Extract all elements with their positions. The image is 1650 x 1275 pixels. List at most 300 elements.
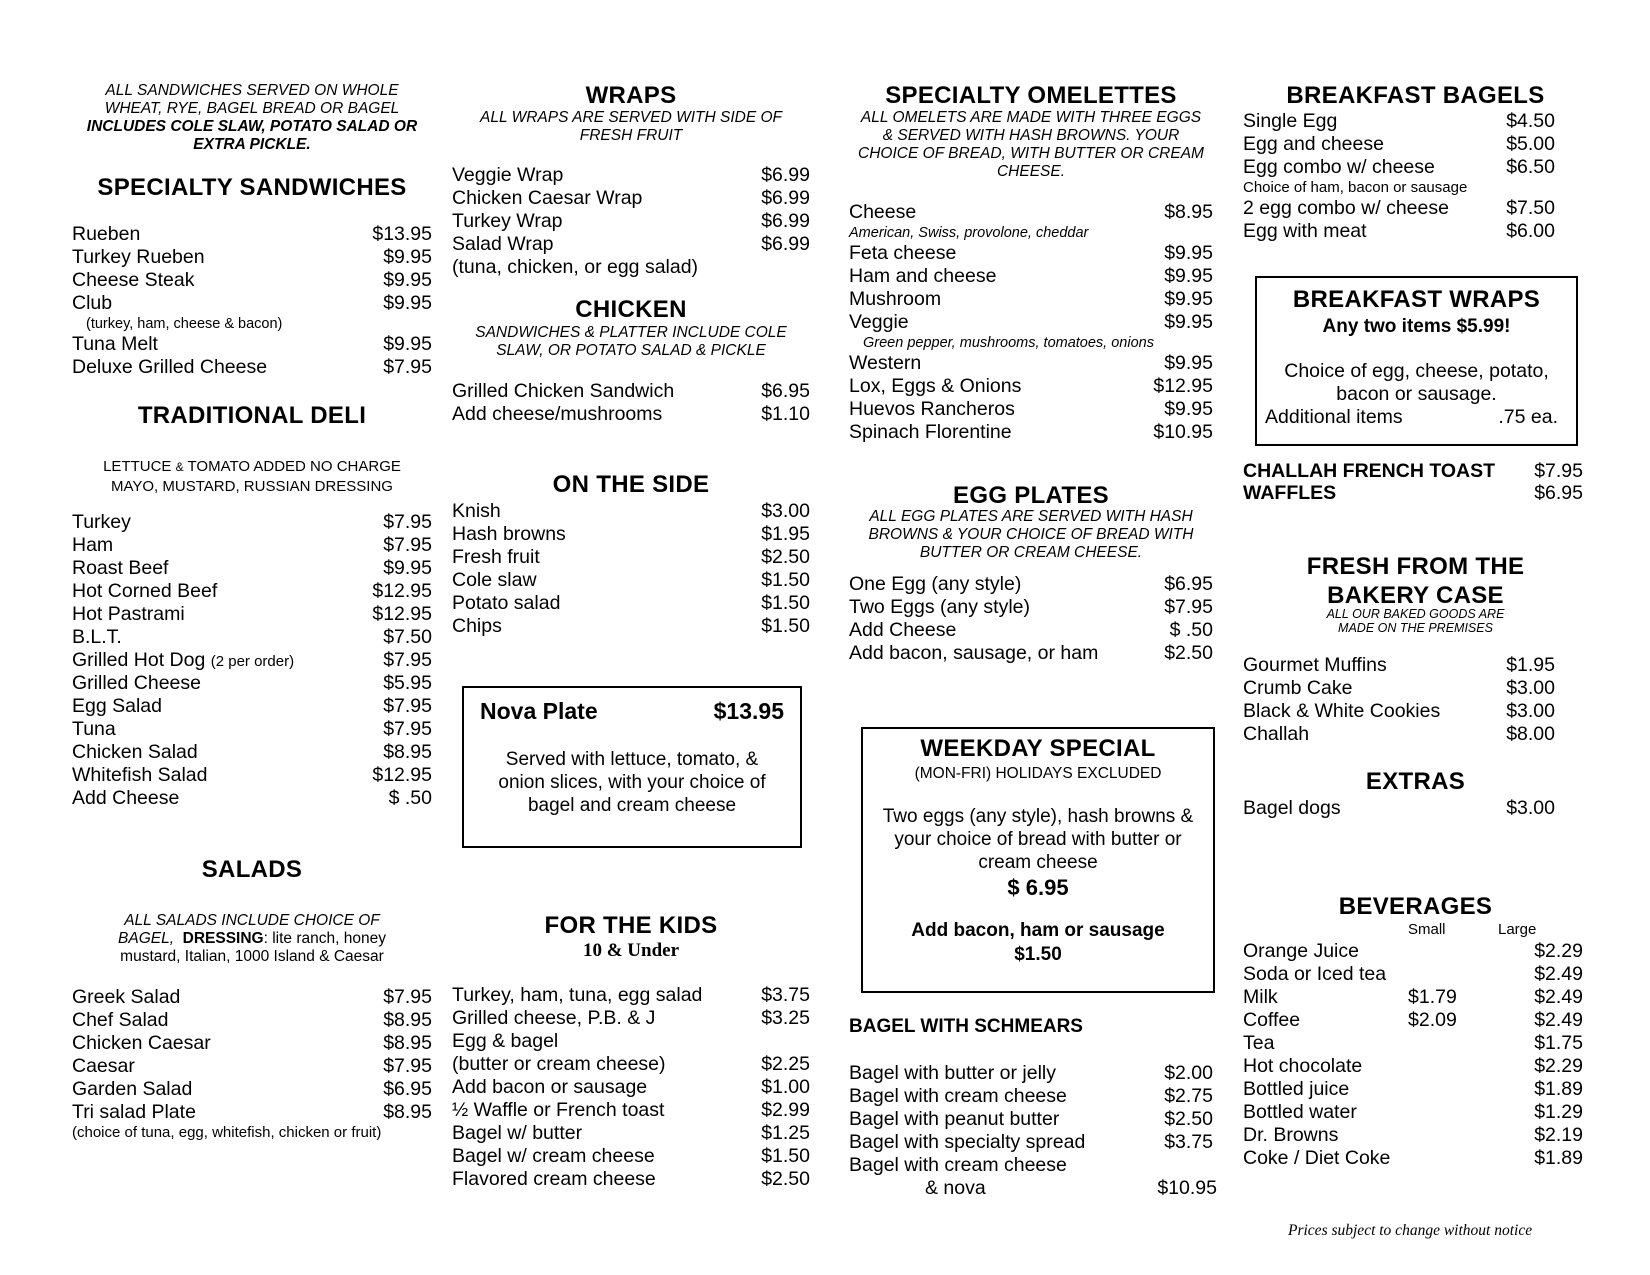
item-price: $9.95 — [383, 269, 432, 291]
list-item — [452, 500, 810, 523]
cheese-note: American, Swiss, provolone, cheddar — [849, 225, 1089, 241]
list-item — [1243, 677, 1555, 700]
item-price: $2.50 — [761, 1168, 810, 1190]
omelettes-list — [849, 201, 1213, 444]
item-name: Chicken Caesar Wrap — [452, 187, 643, 209]
beverage-name: Milk — [1243, 986, 1278, 1008]
item-name: Deluxe Grilled Cheese — [72, 356, 268, 378]
item-name: Gourmet Muffins — [1243, 654, 1387, 676]
item-name: Bagel w/ butter — [452, 1122, 583, 1144]
list-item — [1243, 700, 1555, 723]
item-name: Western — [849, 352, 922, 374]
item-name: Knish — [452, 500, 501, 522]
list-item — [452, 1145, 810, 1168]
item-name: Add Cheese — [72, 787, 180, 809]
item-price: $1.95 — [761, 523, 810, 545]
list-item — [452, 1122, 810, 1145]
list-item — [1243, 156, 1555, 179]
nova-plate-desc: Served with lettuce, tomato, & onion slices, with your choice of bagel and cream cheese — [498, 749, 766, 816]
list-item — [452, 1053, 810, 1076]
item-price: $7.95 — [1164, 596, 1213, 618]
beverage-name: Coffee — [1243, 1009, 1301, 1031]
specialty-sandwiches-list — [72, 223, 432, 379]
list-item: Additional items .75 ea. — [1265, 406, 1558, 428]
item-name: Black & White Cookies — [1243, 700, 1441, 722]
item-price: $3.75 — [761, 984, 810, 1006]
list-item — [452, 569, 810, 592]
item-name: Egg & bagel — [452, 1030, 559, 1052]
item-price: $7.95 — [383, 511, 432, 533]
item-name: Egg and cheese — [1243, 133, 1384, 155]
item-name: Fresh fruit — [452, 546, 540, 568]
list-item — [452, 592, 810, 615]
list-item — [452, 1030, 810, 1053]
item-name: Mushroom — [849, 288, 942, 310]
list-item — [452, 1007, 810, 1030]
list-item — [849, 265, 1213, 288]
list-item — [849, 398, 1213, 421]
list-item — [72, 764, 432, 787]
list-item — [849, 1131, 1213, 1154]
list-item — [1243, 1078, 1583, 1101]
wraps-list — [452, 164, 810, 279]
list-item — [452, 187, 810, 210]
item-name: Bagel dogs — [1243, 797, 1341, 819]
beverage-name: Dr. Browns — [1243, 1124, 1339, 1146]
item-name: Roast Beef — [72, 557, 169, 579]
list-item — [849, 421, 1213, 444]
item-name: Club — [72, 292, 113, 314]
beverage-large-price: $1.89 — [1534, 1147, 1583, 1169]
item-name: Add cheese/mushrooms — [452, 403, 663, 425]
item-name: Two Eggs (any style) — [849, 596, 1030, 618]
beverage-name: Soda or Iced tea — [1243, 963, 1387, 985]
item-name: Bagel with butter or jelly — [849, 1062, 1057, 1084]
beverage-name: Coke / Diet Coke — [1243, 1147, 1391, 1169]
item-name: Egg Salad — [72, 695, 162, 717]
list-item — [72, 511, 432, 534]
list-item — [72, 718, 432, 741]
beverage-large-price: $2.49 — [1534, 986, 1583, 1008]
list-item — [452, 984, 810, 1007]
item-price: $8.95 — [383, 741, 432, 763]
item-price: $3.00 — [761, 500, 810, 522]
list-item — [452, 546, 810, 569]
list-item — [452, 380, 810, 403]
item-price: $9.95 — [383, 292, 432, 314]
egg-plates-title: EGG PLATES — [953, 482, 1109, 509]
nova-plate-box — [462, 686, 802, 848]
bakery-list — [1243, 654, 1555, 746]
egg-plates-note: ALL EGG PLATES ARE SERVED WITH HASH BROWNS & YOUR CHOICE OF BREAD WITH BUTTER OR CREAM CHEESE. — [868, 508, 1194, 561]
list-item — [72, 557, 432, 580]
item-price: $6.99 — [761, 210, 810, 232]
list-item — [849, 242, 1213, 265]
list-item — [1243, 940, 1583, 963]
item-price: $1.95 — [1506, 654, 1555, 676]
item-name: Grilled Chicken Sandwich — [452, 380, 675, 402]
item-price: $12.95 — [1153, 375, 1213, 397]
item-name: Veggie — [849, 311, 909, 333]
item-name: Bagel w/ cream cheese — [452, 1145, 655, 1167]
breakfast-bagels-title: BREAKFAST BAGELS — [1286, 82, 1545, 109]
item-name: Cole slaw — [452, 569, 537, 591]
beverage-large-price: $2.49 — [1534, 1009, 1583, 1031]
list-item — [849, 352, 1213, 375]
beverage-large-price: $1.29 — [1534, 1101, 1583, 1123]
beverages-small-header: Small — [1408, 921, 1446, 938]
item-name: Ham — [72, 534, 114, 556]
item-price: $6.95 — [383, 1078, 432, 1100]
beverage-small-price: $1.79 — [1408, 986, 1457, 1008]
item-price: $10.95 — [1153, 421, 1213, 443]
list-item — [72, 1101, 432, 1124]
bakery-note: ALL OUR BAKED GOODS ARE MADE ON THE PREMISES — [1326, 607, 1505, 635]
item-name: Chicken Salad — [72, 741, 198, 763]
list-item — [452, 164, 810, 187]
list-item — [72, 246, 432, 269]
item-price: $3.75 — [1164, 1131, 1213, 1153]
item-price: $2.50 — [761, 546, 810, 568]
wraps-title: WRAPS — [585, 82, 677, 109]
list-item — [1243, 797, 1555, 820]
list-item — [72, 1032, 432, 1055]
list-item — [72, 534, 432, 557]
item-price: $1.50 — [761, 1145, 810, 1167]
extras-list — [1243, 797, 1555, 820]
item-price: $7.95 — [383, 534, 432, 556]
item-price: $8.95 — [383, 1009, 432, 1031]
item-price: $6.99 — [761, 164, 810, 186]
chicken-note: SANDWICHES & PLATTER INCLUDE COLE SLAW, OR POTATO SALAD & PICKLE — [475, 324, 787, 359]
item-name: Cheese Steak — [72, 269, 195, 291]
list-item — [849, 619, 1213, 642]
item-name: Challah — [1243, 723, 1310, 745]
list-item — [1243, 1055, 1583, 1078]
item-name: Greek Salad — [72, 986, 181, 1008]
item-price: $9.95 — [1164, 352, 1213, 374]
item-price: $13.95 — [372, 223, 432, 245]
salads-note: ALL SALADS INCLUDE CHOICE OF BAGEL, DRESSING: lite ranch, honey mustard, Italian, 1000 Island & Caesar — [118, 912, 386, 965]
item-price: $1.50 — [761, 569, 810, 591]
list-item — [72, 603, 432, 626]
extras-title: EXTRAS — [1365, 768, 1466, 795]
schmears-list — [849, 1062, 1217, 1200]
list-item — [1243, 654, 1555, 677]
beverage-large-price: $1.89 — [1534, 1078, 1583, 1100]
item-price: $2.50 — [1164, 642, 1213, 664]
list-item — [849, 311, 1213, 334]
item-name: 2 egg combo w/ cheese — [1243, 197, 1449, 219]
beverages-large-header: Large — [1498, 921, 1537, 938]
list-item — [1243, 963, 1583, 986]
item-name: Chips — [452, 615, 502, 637]
item-price: $12.95 — [372, 580, 432, 602]
item-price: $1.50 — [761, 592, 810, 614]
item-name: Garden Salad — [72, 1078, 193, 1100]
beverage-large-price: $1.75 — [1534, 1032, 1583, 1054]
list-item — [72, 1055, 432, 1078]
kids-title: FOR THE KIDS — [544, 912, 718, 939]
list-item — [849, 642, 1213, 665]
nova-plate-title: Nova Plate — [480, 698, 598, 724]
sandwich-intro-note: ALL SANDWICHES SERVED ON WHOLE WHEAT, RYE, BAGEL BREAD OR BAGEL INCLUDES COLE SLAW, POTATO SALAD OR EXTRA PICKLE. — [86, 82, 418, 153]
item-name: (butter or cream cheese) — [452, 1053, 666, 1075]
item-price: $2.50 — [1164, 1108, 1213, 1130]
bagel-schmears-title: BAGEL WITH SCHMEARS — [849, 1016, 1083, 1037]
list-item — [72, 1009, 432, 1032]
item-name: Flavored cream cheese — [452, 1168, 656, 1190]
item-name: Add Cheese — [849, 619, 957, 641]
beverage-large-price: $2.29 — [1534, 1055, 1583, 1077]
chicken-title: CHICKEN — [575, 296, 687, 323]
item-name: Feta cheese — [849, 242, 957, 264]
item-price: $3.00 — [1506, 797, 1555, 819]
item-name: Hot Corned Beef — [72, 580, 218, 602]
item-price: $8.00 — [1506, 723, 1555, 745]
beverage-name: Hot chocolate — [1243, 1055, 1363, 1077]
list-item — [452, 615, 810, 638]
toast-waffles — [1243, 460, 1583, 504]
salads-list — [72, 986, 432, 1142]
item-name: Single Egg — [1243, 110, 1338, 132]
item-price: $3.00 — [1506, 700, 1555, 722]
item-price: $1.00 — [761, 1076, 810, 1098]
item-name: Chicken Caesar — [72, 1032, 211, 1054]
kids-list — [452, 984, 810, 1191]
item-price: $7.50 — [383, 626, 432, 648]
list-item — [849, 1154, 1213, 1177]
beverage-name: Orange Juice — [1243, 940, 1359, 962]
item-name: Potato salad — [452, 592, 561, 614]
specialty-omelettes-title: SPECIALTY OMELETTES — [885, 82, 1177, 109]
list-item — [849, 596, 1213, 619]
item-price: $3.00 — [1506, 677, 1555, 699]
list-item: CHALLAH FRENCH TOAST $7.95 — [1243, 460, 1583, 482]
list-item — [1243, 1009, 1583, 1032]
item-price: $7.95 — [383, 986, 432, 1008]
nova-plate-price: $13.95 — [713, 698, 784, 724]
veggie-note: Green pepper, mushrooms, tomatoes, onions — [863, 335, 1154, 351]
weekday-special-addon: Add bacon, ham or sausage $1.50 — [911, 920, 1165, 965]
breakfast-wraps-box — [1255, 276, 1578, 446]
weekday-special-box — [861, 727, 1215, 993]
item-name: Hot Pastrami — [72, 603, 185, 625]
item-name: Huevos Rancheros — [849, 398, 1015, 420]
list-item — [72, 223, 432, 246]
item-name: Grilled cheese, P.B. & J — [452, 1007, 656, 1029]
salad-wrap-note: (tuna, chicken, or egg salad) — [452, 256, 699, 278]
deli-list — [72, 511, 432, 810]
item-price: $ .50 — [388, 787, 432, 809]
item-price: $9.95 — [1164, 265, 1213, 287]
list-item — [1243, 110, 1555, 133]
specialty-sandwiches-title: SPECIALTY SANDWICHES — [97, 174, 407, 201]
item-name: ½ Waffle or French toast — [452, 1099, 665, 1121]
item-price: $7.95 — [383, 695, 432, 717]
list-item — [452, 1076, 810, 1099]
item-price: $ .50 — [1169, 619, 1213, 641]
list-item — [72, 695, 432, 718]
list-item — [1243, 986, 1583, 1009]
list-item: WAFFLES $6.95 — [1243, 482, 1583, 504]
list-item — [849, 375, 1213, 398]
item-price: $3.25 — [761, 1007, 810, 1029]
item-name: Tuna — [72, 718, 116, 740]
tri-salad-note: (choice of tuna, egg, whitefish, chicken or fruit) — [72, 1124, 382, 1141]
list-item: Grilled Hot Dog (2 per order) $7.95 — [72, 649, 432, 671]
beverage-small-price: $2.09 — [1408, 1009, 1457, 1031]
item-name: Turkey Wrap — [452, 210, 563, 232]
list-item — [452, 210, 810, 233]
egg-plates-list — [849, 573, 1213, 665]
weekday-special-subtitle: (MON-FRI) HOLIDAYS EXCLUDED — [914, 765, 1162, 782]
beverages-list — [1243, 940, 1583, 1170]
breakfast-wraps-offer: Any two items $5.99! — [1322, 316, 1511, 337]
list-item — [849, 288, 1213, 311]
item-name: Bagel with cream cheese — [849, 1085, 1067, 1107]
item-price: $6.95 — [761, 380, 810, 402]
list-item — [72, 986, 432, 1009]
item-name: Bagel with cream cheese — [849, 1154, 1067, 1176]
item-price: $6.95 — [1164, 573, 1213, 595]
list-item — [452, 1168, 810, 1191]
list-item — [1243, 197, 1555, 220]
list-item — [72, 292, 432, 315]
list-item — [849, 1062, 1213, 1085]
item-name: Turkey, ham, tuna, egg salad — [452, 984, 703, 1006]
item-name: Egg combo w/ cheese — [1243, 156, 1435, 178]
weekday-special-title: WEEKDAY SPECIAL — [920, 735, 1156, 762]
list-item — [452, 403, 810, 426]
item-name: Salad Wrap — [452, 233, 554, 255]
list-item — [452, 233, 810, 256]
item-name: Chef Salad — [72, 1009, 169, 1031]
item-name: B.L.T. — [72, 626, 122, 648]
weekday-special-desc: Two eggs (any style), hash browns & your choice of bread with butter or cream cheese — [882, 806, 1194, 873]
kids-subtitle: 10 & Under — [582, 940, 680, 961]
item-name: Veggie Wrap — [452, 164, 564, 186]
item-name: Caesar — [72, 1055, 135, 1077]
salads-title: SALADS — [201, 856, 303, 883]
item-price: $9.95 — [1164, 242, 1213, 264]
list-item — [72, 672, 432, 695]
breakfast-wraps-title: BREAKFAST WRAPS — [1292, 286, 1541, 313]
item-name: Add bacon or sausage — [452, 1076, 648, 1098]
list-item — [1243, 1147, 1583, 1170]
omelettes-note: ALL OMELETS ARE MADE WITH THREE EGGS & SERVED WITH HASH BROWNS. YOUR CHOICE OF BREAD, WITH BUTTER OR CREAM CHEESE. — [858, 109, 1204, 180]
beverage-name: Tea — [1243, 1032, 1275, 1054]
item-name: Ham and cheese — [849, 265, 997, 287]
beverage-large-price: $2.19 — [1534, 1124, 1583, 1146]
list-item — [1243, 133, 1555, 156]
list-item — [72, 580, 432, 603]
list-item — [1243, 1101, 1583, 1124]
item-name: Whitefish Salad — [72, 764, 208, 786]
item-name: One Egg (any style) — [849, 573, 1022, 595]
item-price: $2.99 — [761, 1099, 810, 1121]
item-price: $9.95 — [383, 333, 432, 355]
weekday-special-price: $ 6.95 — [1007, 875, 1069, 900]
item-price: $12.95 — [372, 764, 432, 786]
bakery-title: FRESH FROM THE BAKERY CASE — [1306, 553, 1525, 609]
item-price: $4.50 — [1506, 110, 1555, 132]
item-price: $2.75 — [1164, 1085, 1213, 1107]
list-item — [72, 741, 432, 764]
item-price: $12.95 — [372, 603, 432, 625]
beverage-name: Bottled water — [1243, 1101, 1357, 1123]
item-name: Bagel with specialty spread — [849, 1131, 1086, 1153]
deli-note: LETTUCE & TOMATO ADDED NO CHARGE MAYO, MUSTARD, RUSSIAN DRESSING — [103, 458, 401, 495]
chicken-list — [452, 380, 810, 426]
list-item — [1243, 723, 1555, 746]
item-price: $1.10 — [761, 403, 810, 425]
item-name: Egg with meat — [1243, 220, 1367, 242]
item-name: Turkey — [72, 511, 131, 533]
item-price: $6.50 — [1506, 156, 1555, 178]
item-price: $9.95 — [1164, 398, 1213, 420]
item-price: $9.95 — [383, 246, 432, 268]
list-item — [849, 1108, 1213, 1131]
list-item — [72, 626, 432, 649]
item-name: Spinach Florentine — [849, 421, 1012, 443]
combo-note: Choice of ham, bacon or sausage — [1243, 179, 1468, 196]
item-name: Add bacon, sausage, or ham — [849, 642, 1099, 664]
item-price: $5.00 — [1506, 133, 1555, 155]
list-item — [849, 1085, 1213, 1108]
club-note: (turkey, ham, cheese & bacon) — [86, 316, 283, 332]
list-item: Cheese $8.95 — [849, 201, 1213, 223]
list-item — [1243, 1032, 1583, 1055]
item-name: Hash browns — [452, 523, 566, 545]
on-the-side-title: ON THE SIDE — [552, 471, 710, 498]
list-item — [1243, 1124, 1583, 1147]
item-price: $2.25 — [761, 1053, 810, 1075]
item-price: $7.50 — [1506, 197, 1555, 219]
item-name: Rueben — [72, 223, 141, 245]
item-name: Tri salad Plate — [72, 1101, 196, 1123]
traditional-deli-title: TRADITIONAL DELI — [137, 402, 367, 429]
side-list — [452, 500, 810, 638]
beverage-large-price: $2.49 — [1534, 963, 1583, 985]
list-item — [72, 1078, 432, 1101]
item-name: Bagel with peanut butter — [849, 1108, 1060, 1130]
item-price: $5.95 — [383, 672, 432, 694]
item-price: $1.25 — [761, 1122, 810, 1144]
item-price: $8.95 — [383, 1101, 432, 1123]
item-price: $6.99 — [761, 233, 810, 255]
item-price: $9.95 — [1164, 311, 1213, 333]
list-item: & nova $10.95 — [925, 1177, 1217, 1199]
list-item — [72, 333, 432, 356]
list-item — [72, 787, 432, 810]
item-price: $9.95 — [1164, 288, 1213, 310]
item-name: Lox, Eggs & Onions — [849, 375, 1022, 397]
price-disclaimer: Prices subject to change without notice — [1288, 1222, 1533, 1239]
item-price: $9.95 — [383, 557, 432, 579]
list-item — [72, 356, 432, 379]
beverage-name: Bottled juice — [1243, 1078, 1350, 1100]
wraps-note: ALL WRAPS ARE SERVED WITH SIDE OF FRESH FRUIT — [479, 109, 783, 144]
list-item — [1243, 220, 1555, 243]
item-name: Crumb Cake — [1243, 677, 1353, 699]
item-price: $6.00 — [1506, 220, 1555, 242]
list-item — [452, 523, 810, 546]
item-name: Tuna Melt — [72, 333, 158, 355]
item-name: Grilled Cheese — [72, 672, 201, 694]
item-price: $1.50 — [761, 615, 810, 637]
beverages-title: BEVERAGES — [1338, 893, 1493, 920]
